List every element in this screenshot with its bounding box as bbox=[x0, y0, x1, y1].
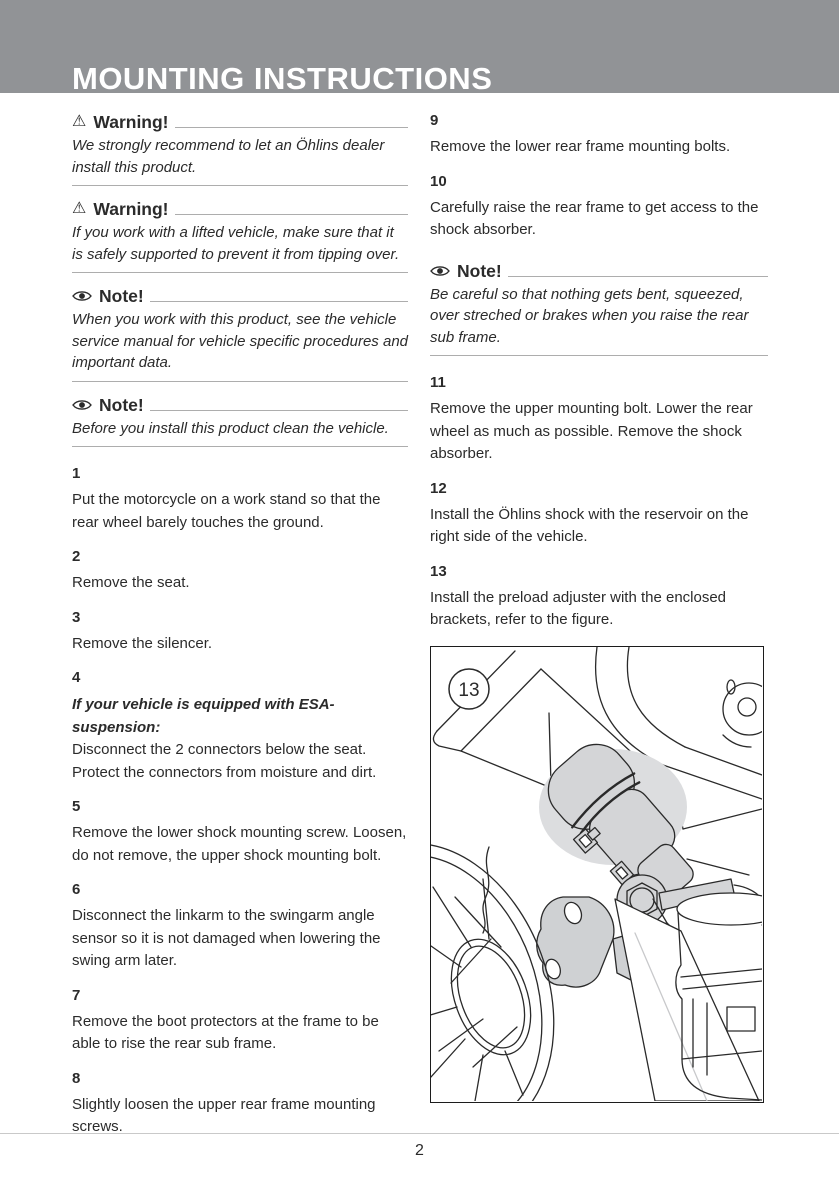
admonition-heading bbox=[72, 199, 408, 219]
step-lead-text: If your vehicle is equipped with ESA-suspension: bbox=[72, 696, 335, 736]
heading-rule bbox=[175, 127, 408, 128]
step-text: Remove the lower rear frame mounting bolts. bbox=[430, 138, 731, 155]
step-text: Slightly loosen the upper rear frame mounting screws. bbox=[72, 1095, 376, 1135]
eye-icon bbox=[72, 290, 92, 306]
step-text: Remove the upper mounting bolt. Lower the rear wheel as much as possible. Remove the shock absorber. bbox=[430, 400, 753, 462]
step-number: 8 bbox=[72, 1069, 81, 1087]
step-8 bbox=[72, 1070, 408, 1139]
heading-rule bbox=[150, 301, 408, 302]
admonition-body: If you work with a lifted vehicle, make sure that it is safely supported to prevent it from tipping over. bbox=[72, 219, 408, 273]
step-text: Remove the boot protectors at the frame to be able to rise the rear sub frame. bbox=[72, 1012, 379, 1052]
admonition-heading-label: Note! bbox=[99, 394, 144, 415]
step-3 bbox=[72, 609, 408, 656]
step-1 bbox=[72, 465, 408, 534]
admonition-heading-label: Warning! bbox=[93, 112, 169, 132]
admonition-heading-label: Warning! bbox=[93, 199, 169, 219]
admonition-body: Be careful so that nothing gets bent, squeezed, over streched or brakes when you raise the rear sub frame. bbox=[430, 281, 768, 357]
step-6 bbox=[72, 881, 408, 973]
header-bar bbox=[0, 0, 839, 96]
step-text: Put the motorcycle on a work stand so that the rear wheel barely touches the ground. bbox=[72, 491, 381, 531]
step-number: 4 bbox=[72, 669, 81, 686]
step-number: 13 bbox=[430, 562, 447, 580]
page-title: MOUNTING INSTRUCTIONS bbox=[72, 60, 493, 96]
preload-adjuster-installation-drawing bbox=[431, 647, 762, 1101]
footer-divider bbox=[0, 1133, 839, 1134]
step-number: 12 bbox=[430, 479, 447, 497]
left-column bbox=[72, 112, 408, 1153]
step-text: Disconnect the 2 connectors below the seat. Protect the connectors from moisture and dirt. bbox=[72, 741, 377, 781]
step-13 bbox=[430, 563, 768, 632]
step-text: Install the Öhlins shock with the reservoir on the right side of the vehicle. bbox=[430, 505, 749, 545]
admonition-heading-label: Note! bbox=[99, 286, 144, 306]
step-number: 5 bbox=[72, 798, 81, 815]
step-4 bbox=[72, 669, 408, 784]
step-number: 11 bbox=[430, 374, 446, 391]
step-12 bbox=[430, 480, 768, 549]
eye-icon bbox=[72, 399, 92, 415]
step-text: Install the preload adjuster with the enclosed brackets, refer to the figure. bbox=[430, 588, 727, 628]
admonition-heading bbox=[72, 112, 408, 132]
admonition-heading-label: Note! bbox=[457, 260, 502, 281]
right-steps bbox=[430, 374, 768, 632]
step-number: 2 bbox=[72, 548, 81, 565]
step-number: 6 bbox=[72, 881, 81, 898]
step-text: Remove the lower shock mounting screw. Loosen, do not remove, the upper shock mounting bolt. bbox=[72, 824, 407, 864]
warning-triangle-icon: ⚠ bbox=[72, 113, 87, 130]
admonition-heading bbox=[430, 261, 768, 281]
step-9 bbox=[430, 112, 768, 159]
left-steps bbox=[72, 465, 408, 1139]
admonition-heading bbox=[72, 286, 408, 306]
step-2 bbox=[72, 548, 408, 595]
admonition-warning-2 bbox=[72, 199, 408, 273]
warning-triangle-icon: ⚠ bbox=[72, 200, 87, 217]
step-text: Carefully raise the rear frame to get access to the shock absorber. bbox=[430, 198, 759, 238]
admonition-warning-1 bbox=[72, 112, 408, 186]
step-5 bbox=[72, 798, 408, 867]
admonition-body: Before you install this product clean the vehicle. bbox=[72, 415, 408, 448]
figure-label: 13 bbox=[458, 679, 480, 701]
step-number: 9 bbox=[430, 112, 439, 129]
step-number: 1 bbox=[72, 465, 81, 482]
heading-rule bbox=[508, 276, 768, 277]
step-number: 7 bbox=[72, 986, 81, 1004]
heading-rule bbox=[175, 214, 408, 215]
step-text: Disconnect the linkarm to the swingarm angle sensor so it is not damaged when lowering the swing arm later. bbox=[72, 907, 381, 969]
figure-13 bbox=[430, 646, 764, 1103]
heading-rule bbox=[150, 410, 408, 411]
step-11 bbox=[430, 374, 768, 466]
admonition-note-2 bbox=[72, 395, 408, 448]
page-number: 2 bbox=[415, 1142, 424, 1159]
admonition-note-1 bbox=[72, 286, 408, 382]
step-number: 3 bbox=[72, 608, 81, 626]
eye-icon bbox=[430, 265, 450, 281]
step-text: Remove the seat. bbox=[72, 574, 190, 591]
admonition-body: We strongly recommend to let an Öhlins dealer install this product. bbox=[72, 132, 408, 186]
admonition-heading bbox=[72, 395, 408, 415]
admonition-body: When you work with this product, see the vehicle service manual for vehicle specific procedures and important data. bbox=[72, 306, 408, 382]
step-text: Remove the silencer. bbox=[72, 634, 213, 652]
right-column bbox=[430, 112, 768, 1103]
step-10 bbox=[430, 173, 768, 242]
step-number: 10 bbox=[430, 172, 447, 190]
step-7 bbox=[72, 987, 408, 1056]
admonition-note-3 bbox=[430, 261, 768, 357]
